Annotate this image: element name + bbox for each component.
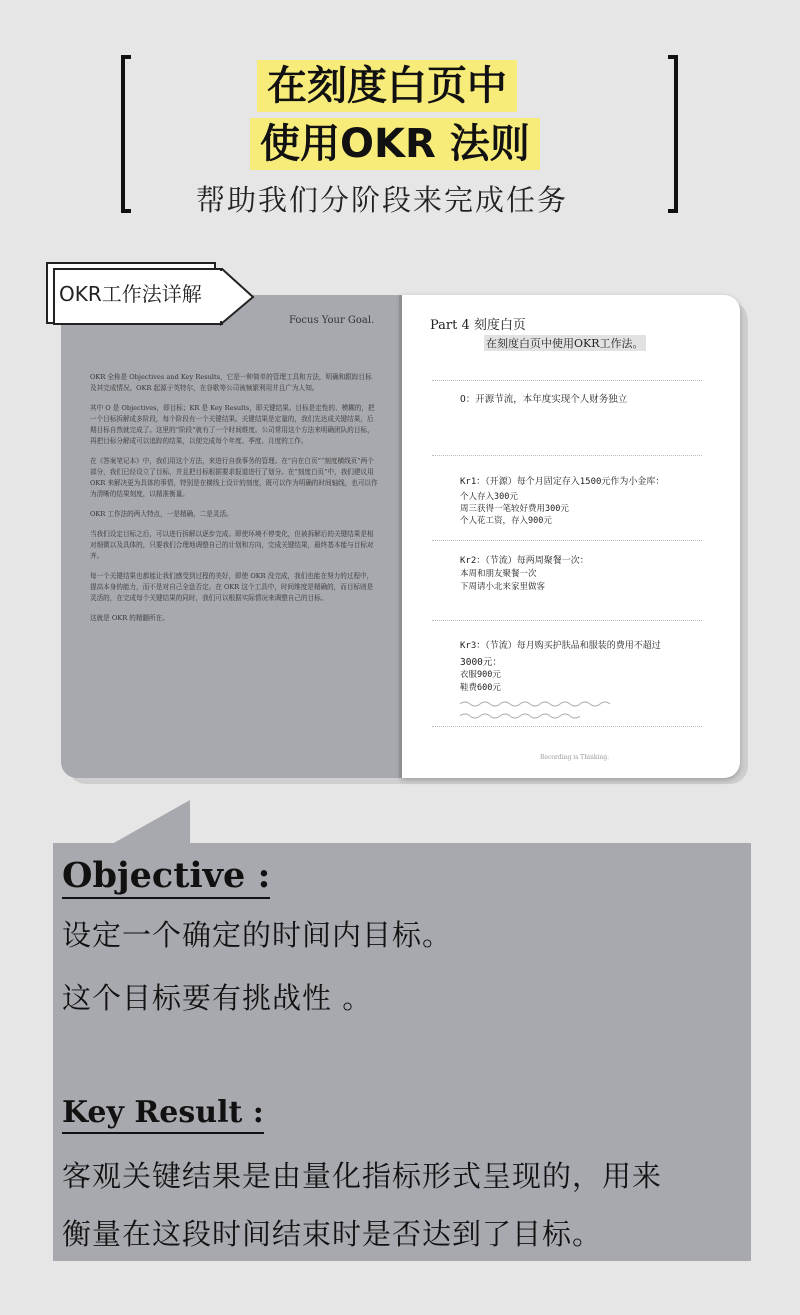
divider xyxy=(432,620,702,621)
kr2-item: 下周请小北来家里做客 xyxy=(460,582,546,592)
divider xyxy=(432,380,702,381)
paragraph: 这就是 OKR 的精髓所在。 xyxy=(90,614,169,622)
kr1-item: 周三获得一笔较好费用300元 xyxy=(460,504,569,514)
kr3-item: 鞋费600元 xyxy=(460,683,501,693)
objective-note: O：开源节流，本年度实现个人财务独立 xyxy=(460,394,628,405)
okr-tag: OKR工作法详解 xyxy=(53,268,223,325)
objective-heading: Objective : xyxy=(62,855,270,899)
objective-line-2: 这个目标要有挑战性 。 xyxy=(62,981,373,1015)
kr2-title: Kr2：（节流）每两周聚餐一次： xyxy=(460,556,589,566)
part-subtitle: 在刻度白页中使用OKR工作法。 xyxy=(486,337,644,350)
paragraph: 在《答案笔记本》中，我们用这个方法，来进行自我事务的管理。在“自在白页”“刻度横线页”两个部分，我们已经设立了目标，并且把目标根据要求报道进行了划分。在“刻度白页”中，我们建议用 OKR 来解决更为具体的事情，特别是在横线上设计的刻度，既可以作为明确的时间轴线，也可以作为清晰的结果刻度，以精准衡量。 xyxy=(90,457,378,498)
kr3-item: 3000元： xyxy=(460,657,502,668)
kr3-title: Kr3：（节流）每月购买护肤品和服装的费用不超过 xyxy=(460,641,661,651)
book-spine xyxy=(399,295,402,778)
title-line-1: 在刻度白页中 xyxy=(257,60,517,112)
part-title: Part 4 刻度白页 xyxy=(430,318,526,333)
divider xyxy=(432,540,702,541)
divider xyxy=(432,726,702,727)
focus-goal-text: Focus Your Goal. xyxy=(289,315,375,326)
left-page-body xyxy=(90,372,378,633)
key-result-heading: Key Result : xyxy=(62,1094,264,1134)
scribble-lines xyxy=(458,698,658,724)
title-line-2: 使用OKR 法则 xyxy=(250,118,540,170)
kr1-item: 个人花工资，存入900元 xyxy=(460,516,552,526)
paragraph: OKR 工作法的两大特点，一是精确，二是灵活。 xyxy=(90,510,233,518)
objective-line-1: 设定一个确定的时间内目标。 xyxy=(62,918,453,952)
paragraph: OKR 全称是 Objectives and Key Results，它是一种简单的管理工具和方法，明确和跟踪目标及其完成情况。OKR 起源于英特尔，在谷歌等公司被频繁利用并且广为人知。 xyxy=(90,373,372,392)
paragraph: 当我们设定目标之后，可以进行拆解以逐步完成。即使环境不停变化，但被拆解后的关键结果是相对细微以及具体的，只要我们合理地调整自己的计划和方向，完成关键结果，最终基本能与目标对齐。 xyxy=(90,530,374,560)
tag-arrow-icon xyxy=(220,268,256,328)
kr3-item: 衣服900元 xyxy=(460,670,501,680)
left-bracket xyxy=(121,55,131,213)
divider xyxy=(432,455,702,456)
key-result-line-2: 衡量在这段时间结束时是否达到了目标。 xyxy=(62,1217,603,1251)
paragraph: 每一个关键结果也都能让我们感受到过程的美好，即使 OKR 没完成，我们也能在努力的过程中，提高本身的能力，而不是对自己全盘否定。在 OKR 这个工具中，时间维度是精确的，而目标则是灵活的，在完成每个关键结果的同时，我们可以根据实际情况来调整自己的目标。 xyxy=(90,572,374,602)
right-bracket xyxy=(668,55,678,213)
paragraph: 其中 O 是 Objectives，即目标；KR 是 Key Results，即关键结果。目标是定性的、模糊的，把一个目标拆解成多阶段，每个阶段有一个关键结果。关键结果是定量的，我们先达成关键结果，后期目标自然就完成了。这里的“阶段”就有了一个时间维度。公司常用这个方法来明确团队的目标，再把目标分解成可以追踪的结果，以便完成每个年度、季度、月度的工作。 xyxy=(90,404,375,445)
key-result-line-1: 客观关键结果是由量化指标形式呈现的，用来 xyxy=(62,1159,663,1193)
kr1-item: 个人存入300元 xyxy=(460,492,518,502)
info-panel xyxy=(53,843,751,1261)
kr2-item: 本周和朋友聚餐一次 xyxy=(460,569,537,579)
recording-footer: Recording is Thinking. xyxy=(540,754,610,761)
speech-pointer-icon xyxy=(52,800,202,845)
subtitle: 帮助我们分阶段来完成任务 xyxy=(196,183,569,217)
kr1-title: Kr1：（开源）每个月固定存入1500元作为小金库： xyxy=(460,477,665,487)
